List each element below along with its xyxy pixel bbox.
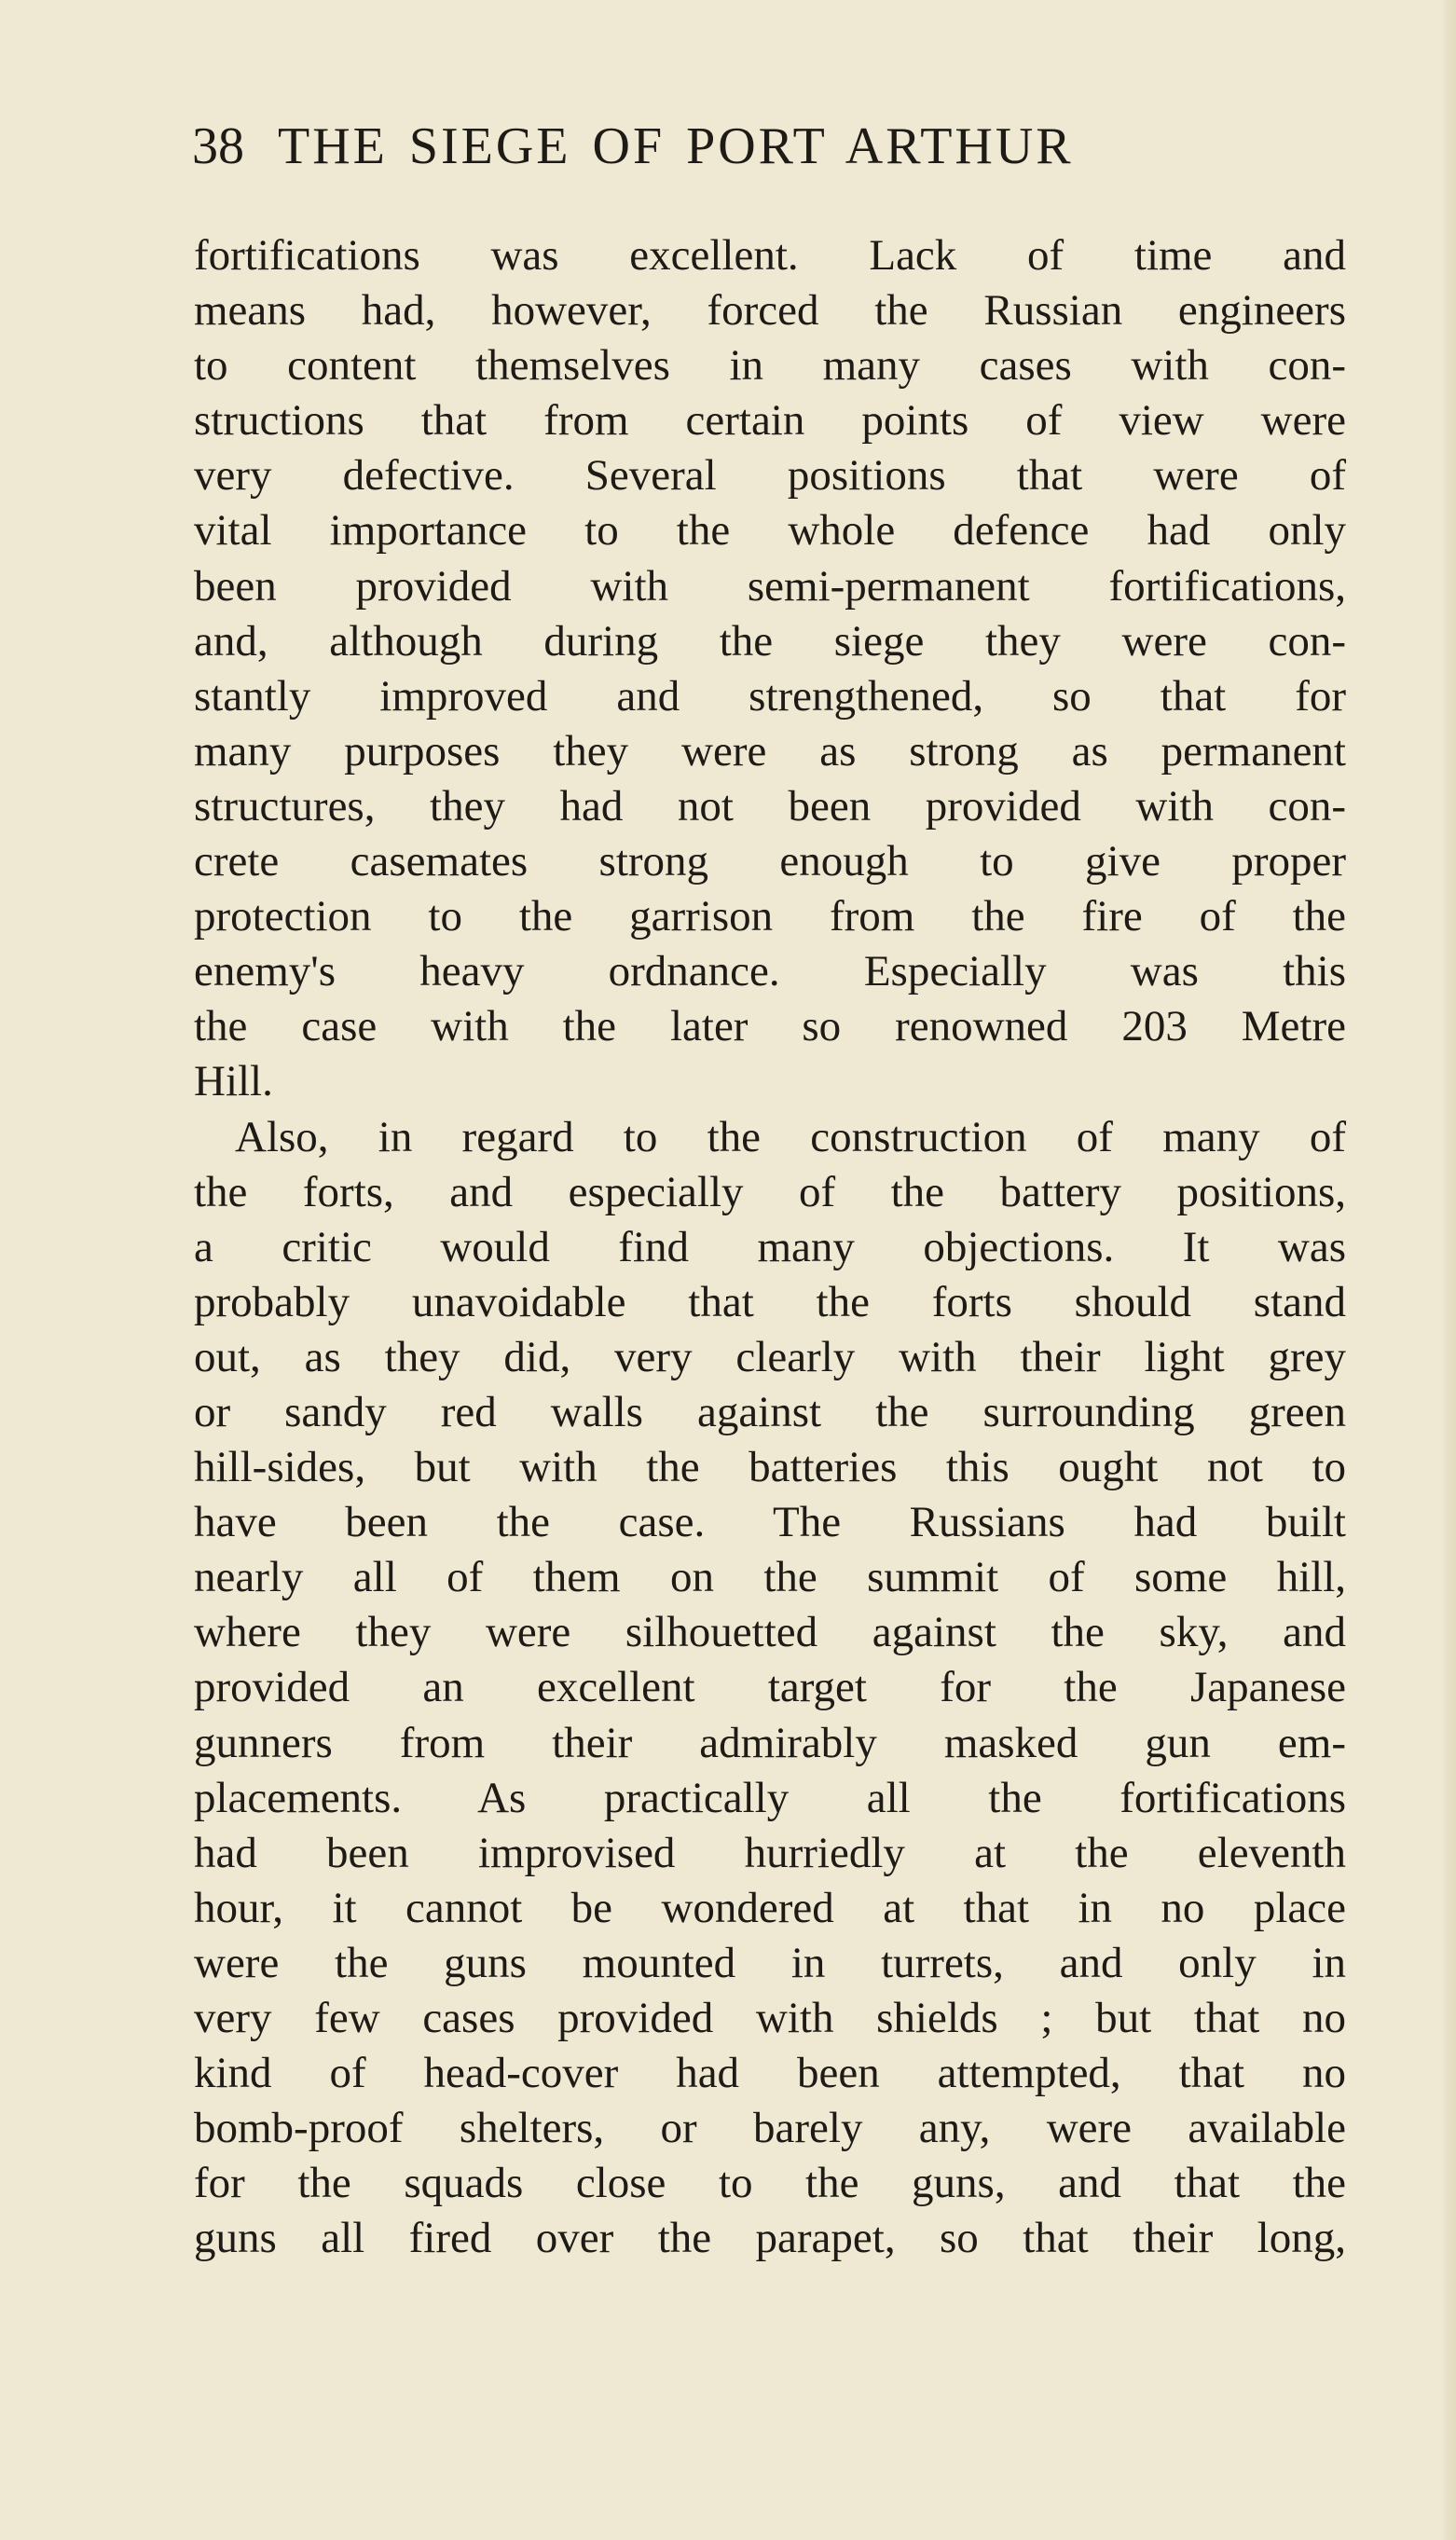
text-line: means had, however, forced the Russian engineers bbox=[194, 286, 1346, 336]
text-line: probably unavoidable that the forts should stand bbox=[194, 1277, 1346, 1326]
text-line: very defective. Several positions that were of bbox=[194, 451, 1346, 501]
text-line: guns all fired over the parapet, so that their long, bbox=[194, 2214, 1346, 2263]
text-line: out, as they did, very clearly with their light grey bbox=[194, 1332, 1346, 1381]
text-line: the case with the later so renowned 203 Metre bbox=[194, 1002, 1346, 1051]
text-line: very few cases provided with shields ; but that no bbox=[194, 1994, 1346, 2042]
text-line: a critic would find many objections. It was bbox=[194, 1222, 1346, 1271]
text-line: or sandy red walls against the surrounding green bbox=[194, 1387, 1346, 1436]
text-line: structures, they had not been provided with con- bbox=[194, 781, 1346, 831]
body-text bbox=[194, 228, 1346, 2266]
text-line: structions that from certain points of view were bbox=[194, 396, 1346, 446]
text-line: kind of head-cover had been attempted, that no bbox=[194, 2049, 1346, 2098]
text-line: and, although during the siege they were con- bbox=[194, 616, 1346, 666]
text-line: fortifications was excellent. Lack of time and bbox=[194, 231, 1346, 280]
text-line: where they were silhouetted against the sky, and bbox=[194, 1608, 1346, 1657]
text-line: Also, in regard to the construction of many of bbox=[235, 1112, 1346, 1161]
text-line: crete casemates strong enough to give proper bbox=[194, 837, 1346, 886]
text-line: hill-sides, but with the batteries this ought not to bbox=[194, 1443, 1346, 1492]
text-line: many purposes they were as strong as permanent bbox=[194, 726, 1346, 776]
text-line: bomb-proof shelters, or barely any, were available bbox=[194, 2104, 1346, 2153]
text-line: been provided with semi-permanent fortifications, bbox=[194, 561, 1346, 611]
text-line: for the squads close to the guns, and that the bbox=[194, 2159, 1346, 2208]
text-line: enemy's heavy ordnance. Especially was this bbox=[194, 947, 1346, 996]
text-line: stantly improved and strengthened, so that for bbox=[194, 671, 1346, 721]
text-line: Hill. bbox=[194, 1057, 273, 1106]
text-line: hour, it cannot be wondered at that in no place bbox=[194, 1883, 1346, 1932]
paragraph-2 bbox=[194, 1110, 1346, 2267]
text-line: nearly all of them on the summit of some hill, bbox=[194, 1553, 1346, 1602]
text-line: provided an excellent target for the Japanese bbox=[194, 1663, 1346, 1712]
page-edge bbox=[1443, 0, 1456, 2540]
page-number: 38 bbox=[192, 117, 244, 175]
text-line: were the guns mounted in turrets, and only in bbox=[194, 1938, 1346, 1987]
text-line: placements. As practically all the fortifications bbox=[194, 1773, 1346, 1822]
text-line: gunners from their admirably masked gun em- bbox=[194, 1718, 1346, 1767]
text-line: had been improvised hurriedly at the eleventh bbox=[194, 1828, 1346, 1877]
text-line: vital importance to the whole defence had only bbox=[194, 506, 1346, 556]
text-line: the forts, and especially of the battery positions, bbox=[194, 1167, 1346, 1216]
running-header bbox=[192, 114, 1292, 179]
paragraph-1 bbox=[194, 228, 1346, 1110]
text-line: have been the case. The Russians had built bbox=[194, 1498, 1346, 1547]
running-title: THE SIEGE OF PORT ARTHUR bbox=[278, 117, 1074, 175]
text-line: to content themselves in many cases with con- bbox=[194, 341, 1346, 391]
text-line: protection to the garrison from the fire of the bbox=[194, 892, 1346, 941]
